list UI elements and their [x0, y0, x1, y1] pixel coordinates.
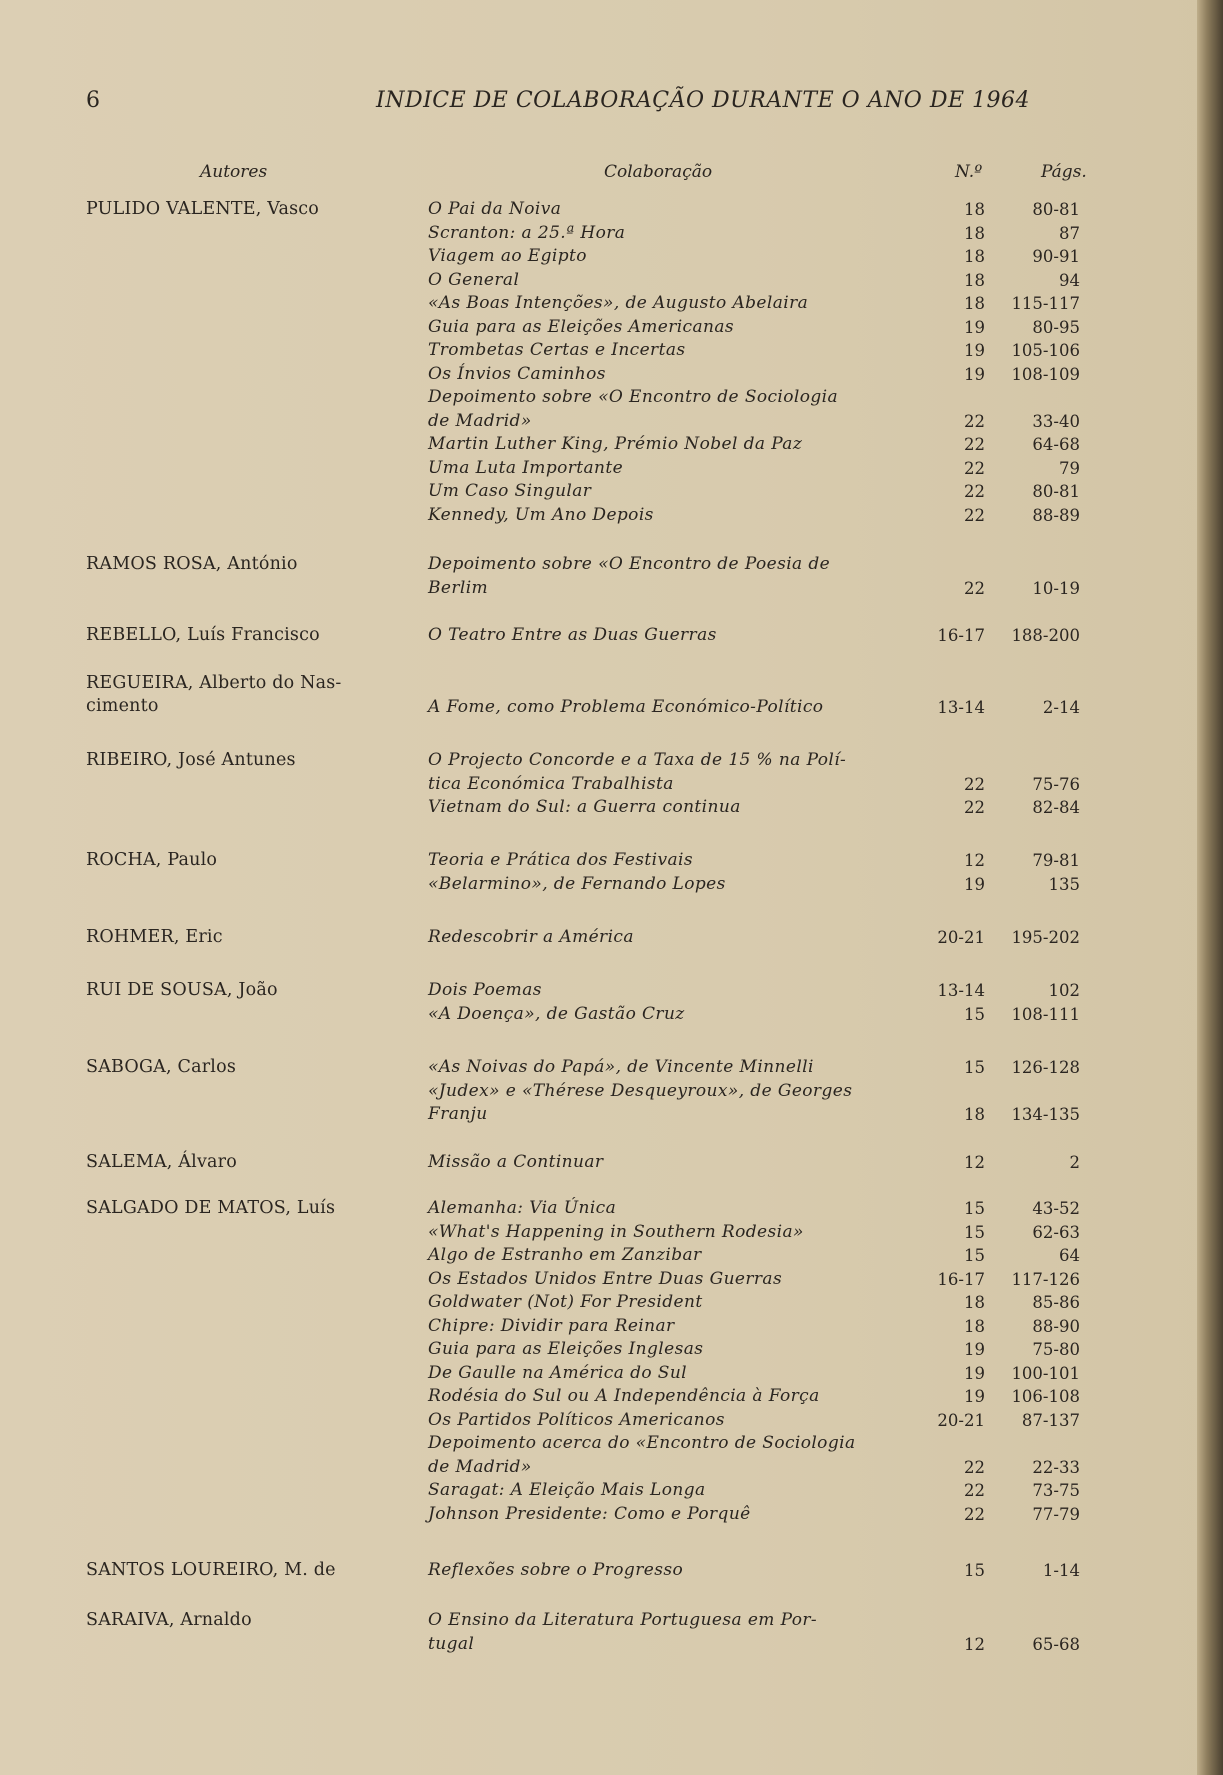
entry-pages: 77-79	[1032, 1504, 1080, 1524]
entry-issue-number: 12	[964, 851, 985, 870]
entry-issue-number: 19	[964, 1363, 985, 1383]
entry-issue-number: 22	[964, 578, 985, 598]
entry-issue-number: 18	[964, 200, 985, 219]
entry-title: «What's Happening in Southern Rodesia»	[428, 1221, 804, 1242]
entry-pages: 117-126	[1011, 1269, 1080, 1289]
entry-title: Alemanha: Via Única	[428, 1198, 617, 1218]
author-name: RIBEIRO, José Antunes	[86, 750, 296, 770]
entry-issue-number: 13-14	[937, 698, 985, 717]
entry-title: Trombetas Certas e Incertas	[428, 340, 686, 360]
author-name: RUI DE SOUSA, João	[86, 980, 278, 1000]
entry-pages: 115-117	[1011, 294, 1080, 313]
entry-pages: 100-101	[1011, 1363, 1080, 1383]
entry-issue-number: 18	[964, 247, 985, 266]
author-name: RAMOS ROSA, António	[86, 554, 298, 574]
entry-title: Chipre: Dividir para Reinar	[428, 1315, 675, 1336]
entry-pages: 188-200	[1011, 626, 1080, 645]
entry-pages: 80-95	[1032, 317, 1080, 337]
column-header-contribution: Colaboração	[604, 162, 713, 182]
entry-pages: 10-19	[1032, 578, 1080, 598]
entry-title: O Projecto Concorde e a Taxa de 15 % na Polí- tica Económica Trabalhista	[428, 750, 847, 794]
entry-issue-number: 18	[964, 294, 985, 313]
entry-title: Os Partidos Políticos Americanos	[428, 1409, 725, 1430]
entry-pages: 195-202	[1011, 928, 1080, 947]
entry-pages: 80-81	[1032, 200, 1080, 219]
entry-title: Viagem ao Egipto	[428, 246, 587, 266]
entry-title: Uma Luta Importante	[428, 457, 624, 478]
entry-pages: 79-81	[1032, 851, 1080, 870]
entry-issue-number: 22	[964, 435, 985, 454]
entry-pages: 134-135	[1011, 1105, 1080, 1124]
entry-pages: 94	[1059, 270, 1080, 290]
entry-pages: 62-63	[1032, 1222, 1080, 1242]
entry-title: «Judex» e «Thérese Desqueyroux», de Georges Franju	[428, 1080, 853, 1124]
entry-title: «A Doença», de Gastão Cruz	[428, 1003, 685, 1024]
entry-title: Os Ínvios Caminhos	[428, 363, 606, 384]
book-spine-shadow	[1197, 0, 1223, 1775]
entry-pages: 2-14	[1042, 698, 1080, 717]
author-name: ROHMER, Eric	[86, 927, 223, 947]
entry-issue-number: 22	[964, 774, 985, 794]
entry-title: O Ensino da Literatura Portuguesa em Por- tugal	[428, 1610, 818, 1654]
column-header-number: N.º	[955, 162, 983, 182]
entry-issue-number: 18	[964, 270, 985, 290]
author-name: SALGADO DE MATOS, Luís	[86, 1198, 336, 1218]
entry-title: Johnson Presidente: Como e Porquê	[428, 1503, 751, 1524]
entry-title: Guia para as Eleições Americanas	[428, 316, 735, 337]
entry-pages: 64	[1059, 1246, 1080, 1265]
entry-pages: 82-84	[1032, 798, 1080, 817]
entry-issue-number: 18	[964, 1293, 985, 1312]
entry-title: Martin Luther King, Prémio Nobel da Paz	[428, 434, 803, 454]
entry-title: A Fome, como Problema Económico-Político	[428, 697, 824, 717]
column-headers	[0, 162, 1223, 188]
entry-title: Missão a Continuar	[428, 1152, 604, 1172]
entry-issue-number: 22	[964, 1457, 985, 1477]
entry-title: Scranton: a 25.ª Hora	[428, 222, 626, 243]
entry-pages: 108-111	[1011, 1004, 1080, 1024]
entry-issue-number: 19	[964, 874, 985, 894]
entry-title: Dois Poemas	[428, 980, 542, 1000]
entry-title: Depoimento sobre «O Encontro de Sociologia de Madrid»	[428, 387, 839, 431]
entry-title: Rodésia do Sul ou A Independência à Força	[428, 1386, 820, 1406]
entry-title: «As Noivas do Papá», de Vincente Minnelli	[428, 1057, 814, 1077]
author-name: SARAIVA, Arnaldo	[86, 1610, 252, 1630]
entry-issue-number: 22	[964, 458, 985, 478]
entry-title: O Pai da Noiva	[428, 199, 562, 219]
entry-issue-number: 22	[964, 482, 985, 501]
entry-issue-number: 12	[964, 1634, 985, 1654]
entry-title: Algo de Estranho em Zanzibar	[428, 1245, 702, 1265]
entry-issue-number: 15	[964, 1058, 985, 1077]
entry-pages: 43-52	[1032, 1199, 1080, 1218]
entry-issue-number: 22	[964, 798, 985, 817]
entry-title: Goldwater (Not) For President	[428, 1292, 703, 1312]
author-name: SALEMA, Álvaro	[86, 1152, 237, 1172]
entry-pages: 64-68	[1032, 435, 1080, 454]
entry-pages: 88-89	[1032, 505, 1080, 525]
entry-issue-number: 19	[964, 1340, 985, 1359]
entry-pages: 87	[1059, 223, 1080, 243]
column-header-authors: Autores	[200, 162, 268, 182]
entry-title: Depoimento sobre «O Encontro de Poesia de Berlim	[428, 554, 831, 598]
entry-issue-number: 20-21	[937, 1410, 985, 1430]
entry-issue-number: 18	[964, 1105, 985, 1124]
author-name: REGUEIRA, Alberto do Nas- cimento	[86, 673, 342, 716]
entry-issue-number: 18	[964, 223, 985, 243]
author-name: SABOGA, Carlos	[86, 1057, 237, 1077]
entry-issue-number: 20-21	[937, 928, 985, 947]
entry-pages: 102	[1048, 981, 1080, 1000]
entry-pages: 79	[1059, 458, 1080, 478]
entry-issue-number: 19	[964, 1387, 985, 1406]
entry-issue-number: 15	[964, 1246, 985, 1265]
page-number: 6	[86, 88, 100, 113]
entry-pages: 126-128	[1011, 1058, 1080, 1077]
entry-pages: 65-68	[1032, 1634, 1080, 1654]
entry-issue-number: 15	[964, 1004, 985, 1024]
entry-issue-number: 22	[964, 1504, 985, 1524]
entry-title: Guia para as Eleições Inglesas	[428, 1339, 704, 1359]
author-name: PULIDO VALENTE, Vasco	[86, 199, 320, 219]
entry-pages: 75-80	[1032, 1340, 1080, 1359]
running-title: INDICE DE COLABORAÇÃO DURANTE O ANO DE 1964	[376, 88, 1031, 113]
entry-pages: 135	[1048, 874, 1080, 894]
entry-pages: 87-137	[1021, 1410, 1080, 1430]
entry-issue-number: 13-14	[937, 981, 985, 1000]
entry-issue-number: 15	[964, 1222, 985, 1242]
entry-title: Os Estados Unidos Entre Duas Guerras	[428, 1268, 783, 1289]
entry-issue-number: 18	[964, 1316, 985, 1336]
author-name: ROCHA, Paulo	[86, 850, 218, 870]
entry-title: Saragat: A Eleição Mais Longa	[428, 1480, 706, 1500]
page-header	[86, 88, 1086, 118]
entry-pages: 2	[1069, 1153, 1080, 1172]
entry-title: Kennedy, Um Ano Depois	[428, 504, 654, 525]
entry-pages: 73-75	[1032, 1481, 1080, 1500]
entry-issue-number: 15	[964, 1199, 985, 1218]
entry-pages: 106-108	[1011, 1387, 1080, 1406]
entry-title: «Belarmino», de Fernando Lopes	[428, 873, 726, 894]
entry-pages: 88-90	[1032, 1316, 1080, 1336]
entry-pages: 22-33	[1032, 1457, 1080, 1477]
author-name: SANTOS LOUREIRO, M. de	[86, 1560, 336, 1580]
entry-pages: 80-81	[1032, 482, 1080, 501]
entry-title: Teoria e Prática dos Festivais	[428, 850, 693, 870]
entry-pages: 75-76	[1032, 774, 1080, 794]
entry-issue-number: 22	[964, 505, 985, 525]
entry-issue-number: 22	[964, 1481, 985, 1500]
entry-title: O General	[428, 269, 520, 290]
column-header-pages: Págs.	[1041, 162, 1087, 182]
entry-issue-number: 12	[964, 1153, 985, 1172]
entry-title: Depoimento acerca do «Encontro de Sociologia de Madrid»	[428, 1433, 856, 1477]
entry-title: Reflexões sobre o Progresso	[428, 1560, 684, 1580]
entry-pages: 33-40	[1032, 411, 1080, 431]
entry-issue-number: 16-17	[937, 626, 985, 645]
entry-issue-number: 19	[964, 341, 985, 360]
entry-title: O Teatro Entre as Duas Guerras	[428, 625, 717, 645]
entry-title: Vietnam do Sul: a Guerra continua	[428, 797, 741, 817]
entry-pages: 1-14	[1042, 1561, 1080, 1580]
entry-title: De Gaulle na América do Sul	[428, 1362, 688, 1383]
entry-pages: 85-86	[1032, 1293, 1080, 1312]
entry-pages: 108-109	[1011, 364, 1080, 384]
entry-title: «As Boas Intenções», de Augusto Abelaira	[428, 293, 809, 313]
author-name: REBELLO, Luís Francisco	[86, 625, 320, 645]
entry-title: Um Caso Singular	[428, 481, 592, 501]
entry-issue-number: 16-17	[937, 1269, 985, 1289]
entry-issue-number: 19	[964, 317, 985, 337]
entry-issue-number: 22	[964, 411, 985, 431]
entry-issue-number: 15	[964, 1561, 985, 1580]
entry-title: Redescobrir a América	[428, 927, 634, 947]
entry-issue-number: 19	[964, 364, 985, 384]
entry-pages: 105-106	[1011, 341, 1080, 360]
entry-pages: 90-91	[1032, 247, 1080, 266]
